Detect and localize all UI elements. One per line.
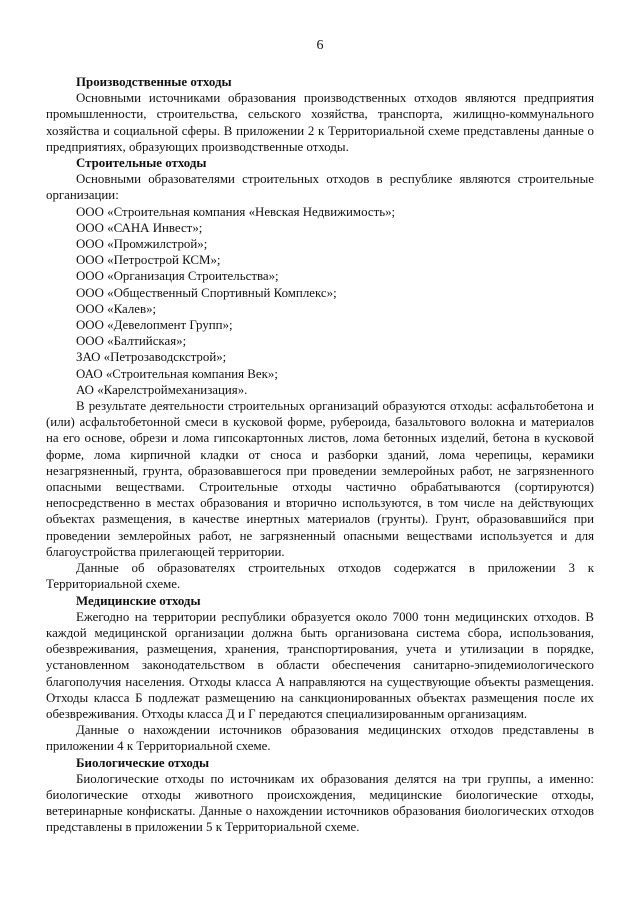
list-item: АО «Карелстроймеханизация».	[76, 382, 248, 397]
paragraph-medical-appendix: Данные о нахождении источников образования медицинских отходов представлены в приложении 4 к Территориальной схеме.	[46, 723, 594, 754]
heading-construction-waste: Строительные отходы	[76, 156, 207, 171]
heading-medical-waste: Медицинские отходы	[76, 593, 201, 608]
list-item: ЗАО «Петрозаводскстрой»;	[76, 350, 227, 365]
list-item: ООО «Девелопмент Групп»;	[76, 318, 233, 333]
list-item: ООО «Петрострой КСМ»;	[76, 253, 221, 268]
list-item: ООО «Калев»;	[76, 301, 157, 316]
heading-biological-waste: Биологические отходы	[76, 755, 210, 770]
paragraph-medical-volume: Ежегодно на территории республики образуется около 7000 тонн медицинских отходов. В каждой медицинской организации должна быть организована система сбора, использования, обезвреживания, размещения, хранения, транспортирования, учета и утилизации в порядке, установленном законодательством в области обеспечения санитарно-эпидемиологического благополучия населения. Отходы класса А направляются на существующие объекты размещения. Отходы класса Б подлежат размещению на санкционированных объектах размещения после их обезвреживания. Отходы класса Д и Г передаются специализированным организациям.	[46, 609, 594, 721]
heading-industrial-waste: Производственные отходы	[76, 75, 232, 89]
page-number: 6	[316, 38, 324, 53]
list-item: ООО «Промжилстрой»;	[76, 237, 208, 252]
construction-organizations-list	[46, 204, 594, 398]
paragraph-industrial-sources: Основными источниками образования производственных отходов являются предприятия промышленности, строительства, сельского хозяйства, транспорта, жилищно-коммунального хозяйства и социальной сферы. В приложении 2 к Территориальной схеме представлены данные о предприятиях, образующих производственные отходы.	[46, 91, 594, 154]
paragraph-biological-groups: Биологические отходы по источникам их образования делятся на три группы, а именно: биологические отходы животного происхождения, медицинские биологические отходы, ветеринарные конфискаты. Данные о нахождении источников образования биологических отходов представлены в приложении 5 к Территориальной схеме.	[46, 771, 594, 835]
list-item: ООО «Строительная компания «Невская Недвижимость»;	[76, 204, 396, 219]
list-item: ООО «Балтийская»;	[76, 334, 187, 349]
paragraph-construction-appendix: Данные об образователях строительных отходов содержатся в приложении 3 к Территориальной схеме.	[46, 561, 594, 592]
list-item: ООО «САНА Инвест»;	[76, 220, 203, 235]
list-item: ООО «Организация Строительства»;	[76, 269, 279, 284]
list-item: ООО «Общественный Спортивный Комплекс»;	[76, 285, 337, 300]
paragraph-construction-waste-types: В результате деятельности строительных организаций образуются отходы: асфальтобетона и (или) асфальтобетонной смеси в кусковой форме, рубероида, базальтового волокна и материалов на его основе, обрези и лома гипсокартонных листов, лома бетонных изделий, бетона в кусковой форме, лома кирпичной кладки от сноса и разборки зданий, лома черепицы, керамики незагрязненный, грунта, образовавшегося при проведении землеройных работ, не загрязненного опасными веществами. Строительные отходы частично обрабатываются (сортируются) непосредственно в местах образования и вторично используются, в том числе на действующих объектах размещения, в качестве инертных материалов (грунты). Грунт, образовавшийся при проведении землеройных работ, не загрязненный опасными веществами используется и для благоустройства прилегающей территории.	[46, 399, 594, 559]
paragraph-construction-intro: Основными образователями строительных отходов в республике являются строительные организации:	[46, 172, 594, 203]
list-item: ОАО «Строительная компания Век»;	[76, 366, 278, 381]
